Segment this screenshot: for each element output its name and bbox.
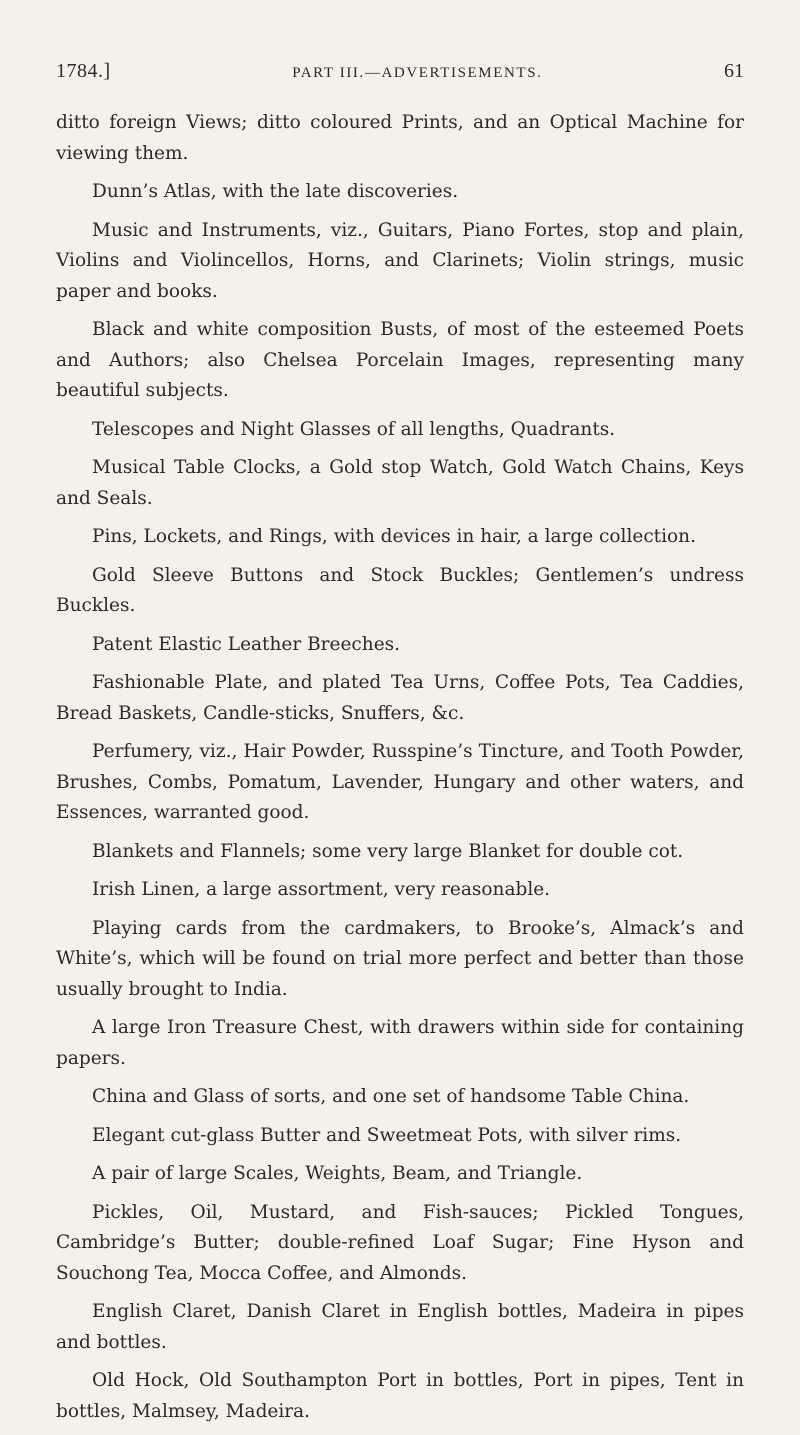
paragraph: ditto foreign Views; ditto coloured Prints, and an Optical Machine for viewing them. (56, 112, 744, 164)
running-header (56, 60, 744, 88)
paragraph: Musical Table Clocks, a Gold stop Watch, Gold Watch Chains, Keys and Seals. (56, 457, 744, 509)
paragraph: Gold Sleeve Buttons and Stock Buckles; Gentlemen’s undress Buckles. (56, 564, 744, 616)
advertisement-text (56, 108, 744, 1435)
paragraph: Black and white composition Busts, of most of the esteemed Poets and Authors; also Chelsea Porcelain Images, representing many beautiful subjects. (56, 319, 744, 401)
paragraph: Pins, Lockets, and Rings, with devices in hair, a large collection. (92, 526, 696, 547)
paragraph: Telescopes and Night Glasses of all lengths, Quadrants. (92, 418, 616, 440)
paragraph: Pickles, Oil, Mustard, and Fish-sauces; Pickled Tongues, Cambridge’s Butter; double-refined Loaf Sugar; Fine Hyson and Souchong Tea, Mocca Coffee, and Almonds. (56, 1201, 744, 1284)
paragraph: Irish Linen, a large assortment, very reasonable. (92, 879, 551, 900)
paragraph: Patent Elastic Leather Breeches. (92, 633, 401, 655)
paragraph: Perfumery, viz., Hair Powder, Russpine’s Tincture, and Tooth Powder, Brushes, Combs, Pomatum, Lavender, Hungary and other waters, and Essences, warranted good. (56, 741, 744, 823)
paragraph: Blankets and Flannels; some very large Blanket for double cot. (92, 840, 684, 862)
paragraph: A large Iron Treasure Chest, with drawers within side for containing papers. (56, 1017, 744, 1069)
paragraph: China and Glass of sorts, and one set of handsome Table China. (92, 1086, 690, 1107)
running-title: PART III.—ADVERTISEMENTS. (292, 65, 543, 81)
paragraph: Music and Instruments, viz., Guitars, Piano Fortes, stop and plain, Violins and Violincellos, Horns, and Clarinets; Violin strings, music paper and books. (56, 219, 744, 302)
paragraph: Dunn’s Atlas, with the late discoveries. (92, 181, 459, 202)
paragraph: English Claret, Danish Claret in English bottles, Madeira in pipes and bottles. (56, 1301, 744, 1353)
paragraph: Fashionable Plate, and plated Tea Urns, Coffee Pots, Tea Caddies, Bread Baskets, Candle-sticks, Snuffers, &c. (56, 672, 744, 724)
paragraph: Elegant cut-glass Butter and Sweetmeat Pots, with silver rims. (92, 1124, 682, 1146)
header-year: 1784.] (56, 60, 111, 82)
paragraph: Playing cards from the cardmakers, to Brooke’s, Almack’s and White’s, which will be found on trial more perfect and better than those usually brought to India. (56, 917, 744, 1000)
paragraph: Old Hock, Old Southampton Port in bottles, Port in pipes, Tent in bottles, Malmsey, Madeira. (56, 1370, 744, 1422)
paragraph: A pair of large Scales, Weights, Beam, and Triangle. (92, 1163, 583, 1184)
page-number: 61 (724, 60, 744, 82)
